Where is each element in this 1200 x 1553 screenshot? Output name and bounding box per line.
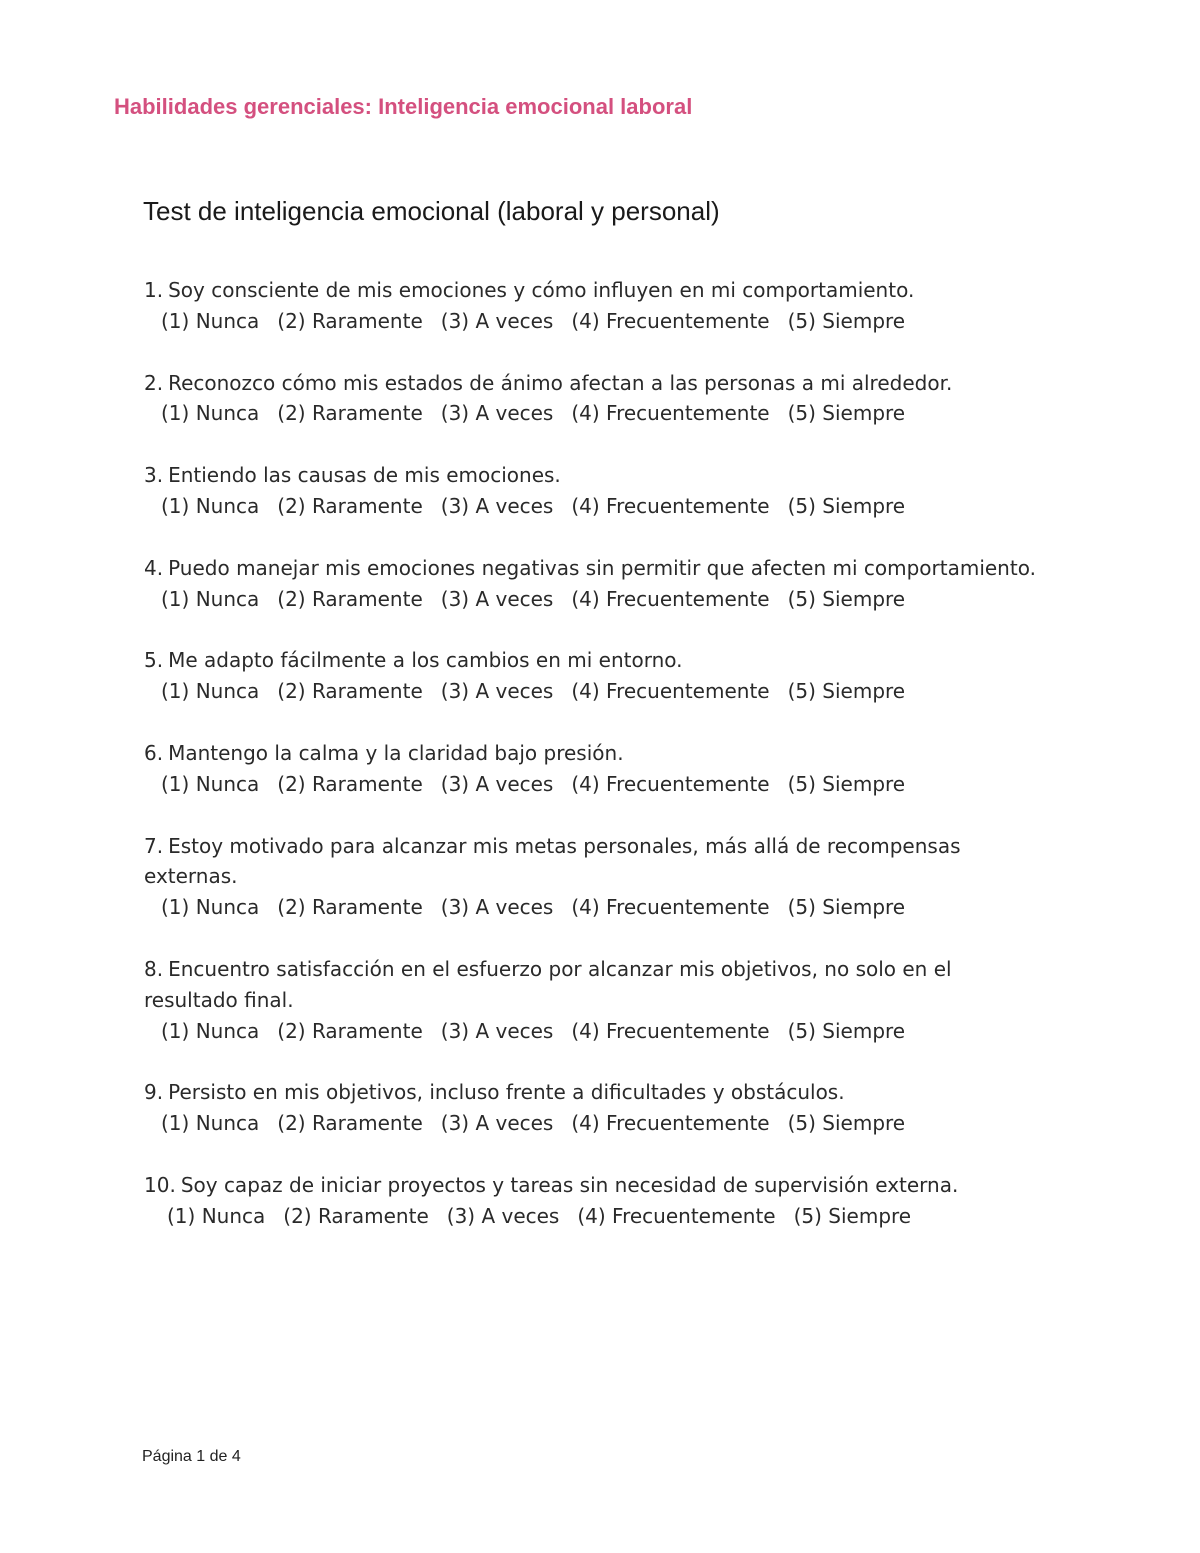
question-number: 9. — [144, 1080, 164, 1105]
option-a-veces[interactable]: (3) A veces — [446, 1203, 560, 1228]
question-item — [144, 275, 1104, 337]
question-text — [144, 460, 1044, 491]
question-statement: Estoy motivado para alcanzar mis metas personales, más allá de recompensas externas. — [144, 833, 961, 889]
question-statement: Entiendo las causas de mis emociones. — [168, 463, 561, 488]
option-nunca[interactable]: (1) Nunca — [161, 679, 260, 704]
question-number: 3. — [144, 463, 164, 488]
question-text — [144, 368, 1044, 399]
question-text — [144, 275, 1044, 306]
option-nunca[interactable]: (1) Nunca — [161, 1111, 260, 1136]
question-item — [144, 553, 1104, 615]
question-statement: Puedo manejar mis emociones negativas sin permitir que afecten mi comportamiento. — [168, 555, 1036, 580]
question-number: 6. — [144, 740, 164, 765]
question-statement: Me adapto fácilmente a los cambios en mi entorno. — [168, 648, 683, 673]
option-siempre[interactable]: (5) Siempre — [793, 1203, 912, 1228]
option-frecuentemente[interactable]: (4) Frecuentemente — [577, 1203, 776, 1228]
option-frecuentemente[interactable]: (4) Frecuentemente — [571, 586, 770, 611]
question-number: 4. — [144, 555, 164, 580]
question-statement: Reconozco cómo mis estados de ánimo afectan a las personas a mi alrededor. — [168, 370, 953, 395]
page-number-footer: Página 1 de 4 — [142, 1448, 241, 1465]
question-number: 5. — [144, 648, 164, 673]
question-text — [144, 553, 1104, 584]
option-raramente[interactable]: (2) Raramente — [277, 493, 423, 518]
option-frecuentemente[interactable]: (4) Frecuentemente — [571, 401, 770, 426]
option-siempre[interactable]: (5) Siempre — [787, 493, 906, 518]
option-a-veces[interactable]: (3) A veces — [440, 895, 554, 920]
answer-options — [144, 676, 1104, 707]
question-item — [144, 954, 1104, 1046]
option-raramente[interactable]: (2) Raramente — [277, 895, 423, 920]
option-a-veces[interactable]: (3) A veces — [440, 771, 554, 796]
option-nunca[interactable]: (1) Nunca — [161, 493, 260, 518]
option-a-veces[interactable]: (3) A veces — [440, 493, 554, 518]
answer-options — [144, 1108, 1104, 1139]
test-title: Test de inteligencia emocional (laboral y personal) — [143, 196, 720, 226]
option-frecuentemente[interactable]: (4) Frecuentemente — [571, 1111, 770, 1136]
answer-options — [144, 1201, 1104, 1232]
question-text — [144, 954, 994, 1016]
option-siempre[interactable]: (5) Siempre — [787, 1018, 906, 1043]
option-siempre[interactable]: (5) Siempre — [787, 586, 906, 611]
option-raramente[interactable]: (2) Raramente — [277, 308, 423, 333]
option-frecuentemente[interactable]: (4) Frecuentemente — [571, 679, 770, 704]
option-raramente[interactable]: (2) Raramente — [283, 1203, 429, 1228]
question-text — [144, 645, 1044, 676]
question-text — [144, 831, 994, 893]
option-nunca[interactable]: (1) Nunca — [161, 586, 260, 611]
option-frecuentemente[interactable]: (4) Frecuentemente — [571, 493, 770, 518]
answer-options — [144, 306, 1104, 337]
option-siempre[interactable]: (5) Siempre — [787, 308, 906, 333]
answer-options — [144, 491, 1104, 522]
question-text — [144, 1170, 1044, 1201]
option-a-veces[interactable]: (3) A veces — [440, 586, 554, 611]
option-nunca[interactable]: (1) Nunca — [161, 771, 260, 796]
option-a-veces[interactable]: (3) A veces — [440, 1018, 554, 1043]
question-statement: Encuentro satisfacción en el esfuerzo por alcanzar mis objetivos, no solo en el resultado final. — [144, 956, 952, 1012]
question-statement: Persisto en mis objetivos, incluso frente a dificultades y obstáculos. — [168, 1080, 845, 1105]
question-item — [144, 368, 1104, 430]
option-siempre[interactable]: (5) Siempre — [787, 1111, 906, 1136]
question-number: 2. — [144, 370, 164, 395]
question-item — [144, 645, 1104, 707]
option-nunca[interactable]: (1) Nunca — [167, 1203, 266, 1228]
option-nunca[interactable]: (1) Nunca — [161, 401, 260, 426]
option-nunca[interactable]: (1) Nunca — [161, 1018, 260, 1043]
option-frecuentemente[interactable]: (4) Frecuentemente — [571, 895, 770, 920]
option-raramente[interactable]: (2) Raramente — [277, 1111, 423, 1136]
option-siempre[interactable]: (5) Siempre — [787, 401, 906, 426]
question-number: 10. — [144, 1172, 176, 1197]
option-a-veces[interactable]: (3) A veces — [440, 679, 554, 704]
option-siempre[interactable]: (5) Siempre — [787, 895, 906, 920]
answer-options — [144, 1016, 1104, 1047]
option-raramente[interactable]: (2) Raramente — [277, 771, 423, 796]
question-item — [144, 738, 1104, 800]
option-a-veces[interactable]: (3) A veces — [440, 401, 554, 426]
option-nunca[interactable]: (1) Nunca — [161, 308, 260, 333]
option-frecuentemente[interactable]: (4) Frecuentemente — [571, 771, 770, 796]
option-raramente[interactable]: (2) Raramente — [277, 1018, 423, 1043]
question-item — [144, 831, 1104, 923]
option-nunca[interactable]: (1) Nunca — [161, 895, 260, 920]
answer-options — [144, 769, 1104, 800]
question-text — [144, 1077, 1044, 1108]
option-frecuentemente[interactable]: (4) Frecuentemente — [571, 1018, 770, 1043]
question-statement: Soy capaz de iniciar proyectos y tareas sin necesidad de supervisión externa. — [180, 1172, 959, 1197]
question-item — [144, 460, 1104, 522]
question-statement: Soy consciente de mis emociones y cómo influyen en mi comportamiento. — [168, 278, 915, 302]
answer-options — [144, 398, 1104, 429]
option-raramente[interactable]: (2) Raramente — [277, 401, 423, 426]
option-a-veces[interactable]: (3) A veces — [440, 308, 554, 333]
question-number: 8. — [144, 956, 164, 981]
question-statement: Mantengo la calma y la claridad bajo presión. — [168, 740, 624, 765]
question-list — [144, 275, 1104, 1263]
option-a-veces[interactable]: (3) A veces — [440, 1111, 554, 1136]
question-number: 1. — [144, 278, 164, 302]
option-raramente[interactable]: (2) Raramente — [277, 586, 423, 611]
option-siempre[interactable]: (5) Siempre — [787, 679, 906, 704]
answer-options — [144, 892, 1104, 923]
option-raramente[interactable]: (2) Raramente — [277, 679, 423, 704]
option-siempre[interactable]: (5) Siempre — [787, 771, 906, 796]
question-number: 7. — [144, 833, 164, 858]
answer-options — [144, 584, 1104, 615]
question-item — [144, 1077, 1104, 1139]
question-item — [144, 1170, 1104, 1232]
document-header-title: Habilidades gerenciales: Inteligencia emocional laboral — [114, 94, 693, 119]
question-text — [144, 738, 1044, 769]
option-frecuentemente[interactable]: (4) Frecuentemente — [571, 308, 770, 333]
